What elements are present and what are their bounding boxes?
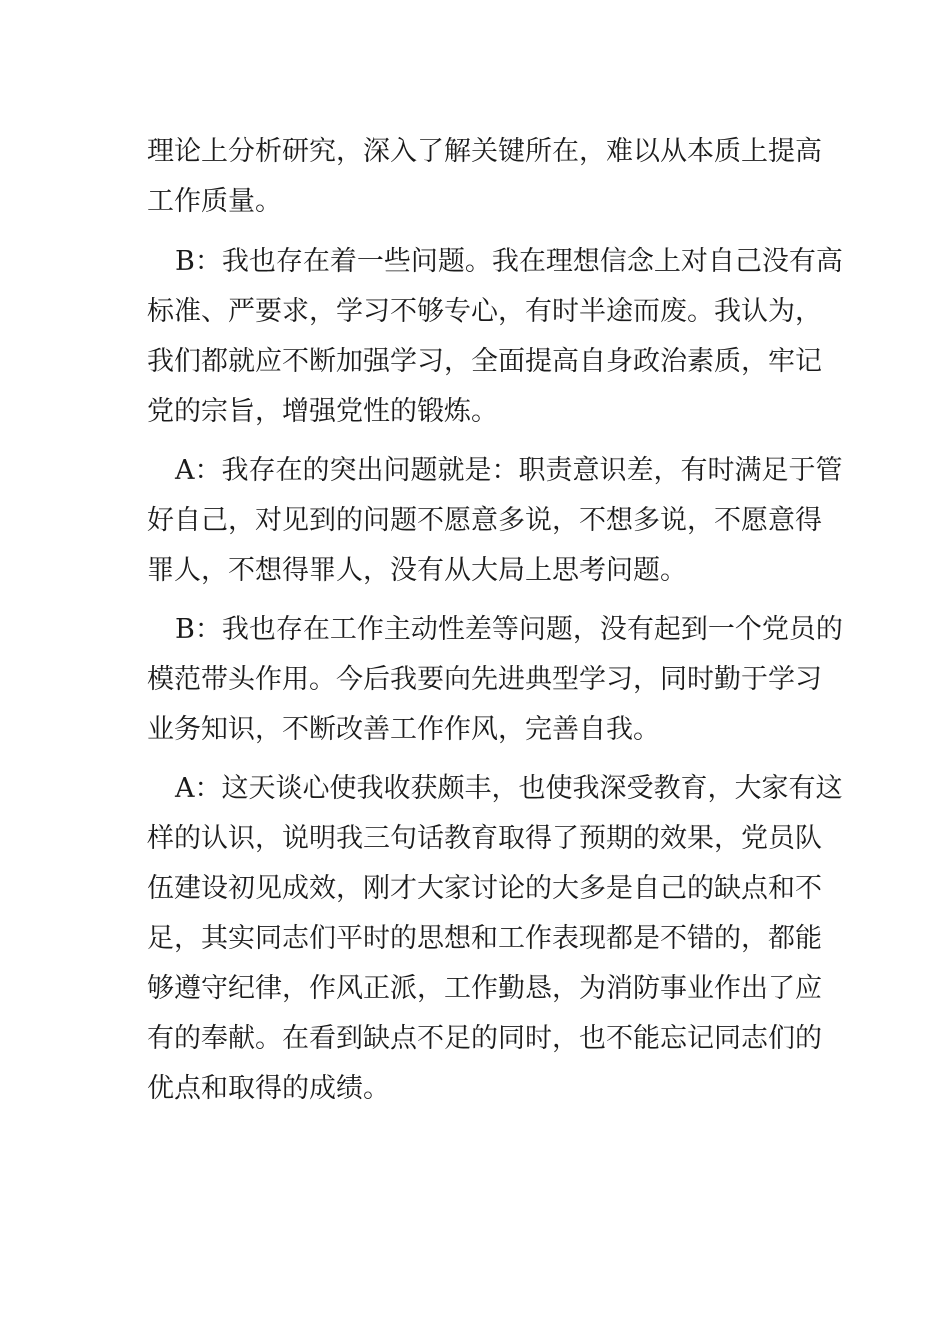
paragraph-3-line-1: A：我存在的突出问题就是：职责意识差，有时满足于管	[175, 455, 843, 486]
paragraph-5-line-3: 伍建设初见成效，刚才大家讨论的大多是自己的缺点和不	[147, 873, 822, 904]
paragraph-5-line-1: A：这天谈心使我收获颇丰，也使我深受教育，大家有这	[175, 773, 843, 804]
paragraph-2-line-1: B：我也存在着一些问题。我在理想信念上对自己没有高	[175, 246, 843, 277]
paragraph-2-line-4: 党的宗旨，增强党性的锻炼。	[147, 396, 498, 427]
paragraph-5-line-5: 够遵守纪律，作风正派，工作勤恳，为消防事业作出了应	[147, 973, 822, 1004]
paragraph-2-line-2: 标准、严要求，学习不够专心，有时半途而废。我认为，	[147, 296, 822, 327]
paragraph-4-line-1: B：我也存在工作主动性差等问题，没有起到一个党员的	[175, 614, 843, 645]
paragraph-3-line-2: 好自己，对见到的问题不愿意多说，不想多说，不愿意得	[147, 505, 822, 536]
paragraph-1-line-1: 理论上分析研究，深入了解关键所在，难以从本质上提高	[147, 136, 822, 167]
paragraph-4-line-2: 模范带头作用。今后我要向先进典型学习，同时勤于学习	[147, 664, 822, 695]
paragraph-3-line-3: 罪人，不想得罪人，没有从大局上思考问题。	[147, 555, 687, 586]
paragraph-4-line-3: 业务知识，不断改善工作作风，完善自我。	[147, 714, 660, 745]
paragraph-5-line-4: 足，其实同志们平时的思想和工作表现都是不错的，都能	[147, 923, 822, 954]
paragraph-5-line-7: 优点和取得的成绩。	[147, 1073, 390, 1104]
paragraph-2-line-3: 我们都就应不断加强学习，全面提高自身政治素质，牢记	[147, 346, 822, 377]
paragraph-5-line-6: 有的奉献。在看到缺点不足的同时，也不能忘记同志们的	[147, 1023, 822, 1054]
paragraph-5-line-2: 样的认识，说明我三句话教育取得了预期的效果，党员队	[147, 823, 822, 854]
paragraph-1-line-2: 工作质量。	[147, 186, 282, 217]
